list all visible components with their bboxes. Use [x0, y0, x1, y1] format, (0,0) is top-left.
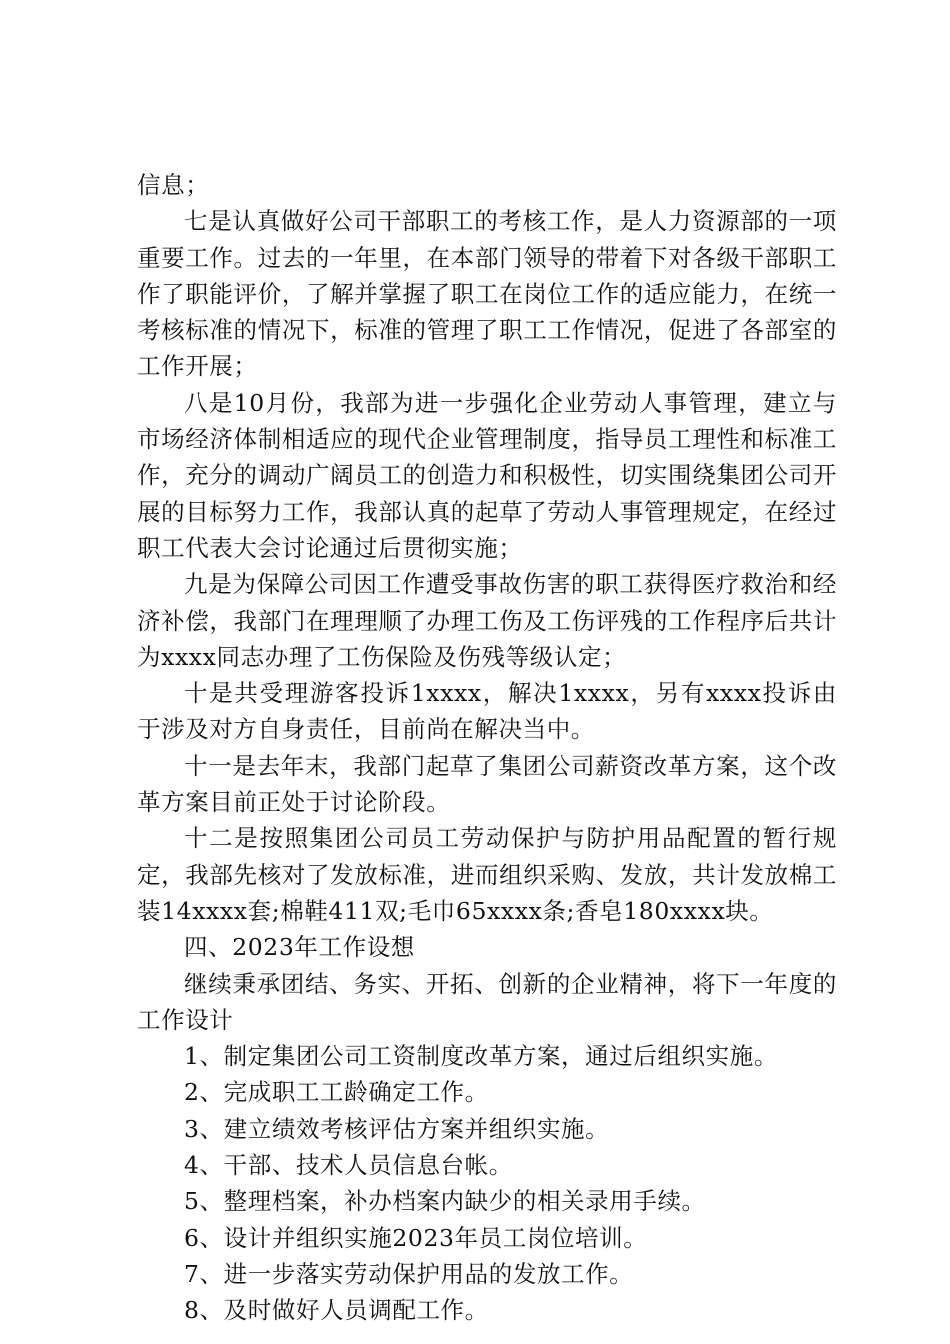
paragraph-item-9: 九是为保障公司因工作遭受事故伤害的职工获得医疗救治和经济补偿，我部门在理理顺了办理工伤及工伤评残的工作程序后共计为xxxx同志办理了工伤保险及伤残等级认定； — [137, 570, 837, 671]
paragraph-item-8: 八是10月份，我部为进一步强化企业劳动人事管理，建立与市场经济体制相适应的现代企业管理制度，指导员工理性和标准工作，充分的调动广阔员工的创造力和积极性，切实围绕集团公司开展的目标努力工作，我部认真的起草了劳动人事管理规定，在经过职工代表大会讨论通过后贯彻实施； — [137, 388, 837, 562]
paragraph-item-7: 七是认真做好公司干部职工的考核工作，是人力资源部的一项重要工作。过去的一年里，在本部门领导的带着下对各级干部职工作了职能评价，了解并掌握了职工在岗位工作的适应能力，在统一考核标准的情况下，标准的管理了职工工作情况，促进了各部室的工作开展； — [137, 207, 837, 381]
plan-item-1: 1、制定集团公司工资制度改革方案，通过后组织实施。 — [184, 1042, 778, 1071]
plan-item-8: 8、及时做好人员调配工作。 — [184, 1296, 489, 1325]
plan-item-7: 7、进一步落实劳动保护用品的发放工作。 — [184, 1259, 634, 1288]
plan-item-4: 4、干部、技术人员信息台帐。 — [184, 1151, 513, 1180]
plan-item-5: 5、整理档案，补办档案内缺少的相关录用手续。 — [184, 1187, 706, 1216]
document-body — [137, 167, 837, 1329]
plan-item-2: 2、完成职工工龄确定工作。 — [184, 1078, 489, 1107]
paragraph-item-12: 十二是按照集团公司员工劳动保护与防护用品配置的暂行规定，我部先核对了发放标准，进而组织采购、发放，共计发放棉工装14xxxx套;棉鞋411双;毛巾65xxxx条;香皂180xxxx块。 — [137, 824, 837, 925]
paragraph-continuation: 信息； — [137, 171, 210, 199]
paragraph-item-11: 十一是去年末，我部门起草了集团公司薪资改革方案，这个改革方案目前正处于讨论阶段。 — [137, 751, 837, 817]
paragraph-item-10: 十是共受理游客投诉1xxxx，解决1xxxx，另有xxxx投诉由于涉及对方自身责任，目前尚在解决当中。 — [137, 679, 837, 744]
plan-item-3: 3、建立绩效考核评估方案并组织实施。 — [184, 1114, 610, 1143]
section-heading: 四、2023年工作设想 — [184, 933, 415, 962]
plan-item-6: 6、设计并组织实施2023年员工岗位培训。 — [184, 1223, 648, 1252]
section-intro: 继续秉承团结、务实、开拓、创新的企业精神，将下一年度的工作设计 — [137, 969, 837, 1034]
